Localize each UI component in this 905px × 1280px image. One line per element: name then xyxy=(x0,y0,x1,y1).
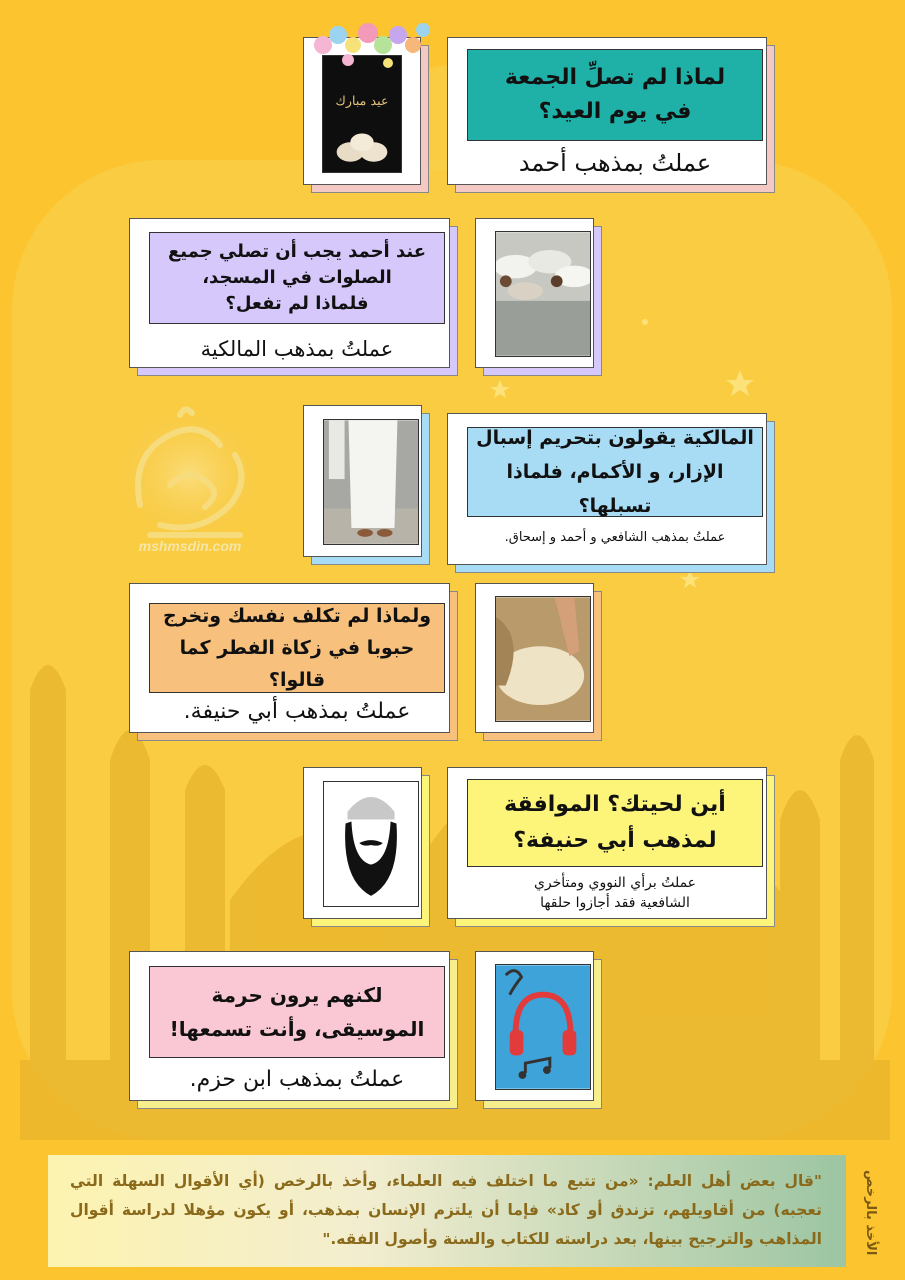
praying-image xyxy=(495,231,591,357)
question-card-5 xyxy=(447,767,767,919)
grain-image xyxy=(495,596,591,722)
question-5: أين لحيتك؟ الموافقة لمذهب أبي حنيفة؟ xyxy=(467,779,763,867)
robe-image-card xyxy=(303,405,422,557)
music-image-card xyxy=(475,951,594,1101)
question-4: ولماذا لم تكلف نفسك وتخرج حبوبا في زكاة الفطر كما قالوا؟ xyxy=(149,603,445,693)
scholar-quote: "قال بعض أهل العلم: «من تتبع ما اختلف فيه العلماء، وأخذ بالرخص (أي الأقوال السهلة التي تعجبه) من أقاويلهم، تزندق أو كاد» فإما أن يلتزم الإنسان بمذهب، أو يكون مؤهلا لدراسة أقوال المذاهب والترجيح بينها، بعد دراسته للكتاب والسنة وأصول الفقه." xyxy=(48,1155,846,1267)
question-6: لكنهم يرون حرمة الموسيقى، وأنت تسمعها! xyxy=(149,966,445,1058)
question-card-6 xyxy=(129,951,450,1101)
side-label: الأخذ بالرخص xyxy=(863,1169,878,1256)
answer-5: عملتُ برأي النووي ومتأخري الشافعية فقد أجازوا حلقها xyxy=(533,875,697,911)
praying-image-card xyxy=(475,218,594,368)
question-1: لماذا لم تصلِّ الجمعة في يوم العيد؟ xyxy=(467,49,763,141)
beard-image-card xyxy=(303,767,422,919)
answer-1: عملتُ بمذهب أحمد xyxy=(518,149,712,177)
logo-url: mshmsdin.com xyxy=(138,538,242,554)
question-card-3 xyxy=(447,413,767,565)
question-3: المالكية يقولون بتحريم إسبال الإزار، و الأكمام، فلماذا تسبلها؟ xyxy=(467,427,763,517)
question-card-4 xyxy=(129,583,450,733)
answer-3: عملتُ بمذهب الشافعي و أحمد و إسحاق. xyxy=(504,530,726,545)
headphones-music-image xyxy=(495,964,591,1090)
question-card-1 xyxy=(447,37,767,185)
answer-6: عملتُ بمذهب ابن حزم. xyxy=(189,1067,405,1092)
question-2: عند أحمد يجب أن تصلي جميع الصلوات في المسجد، فلماذا لم تفعل؟ xyxy=(149,232,445,324)
grain-image-card xyxy=(475,583,594,733)
question-card-2 xyxy=(129,218,450,368)
eid-mubarak-text: عيد مبارك xyxy=(335,93,389,109)
beard-icon xyxy=(323,781,419,907)
robe-image xyxy=(323,419,419,545)
balloons-decoration xyxy=(308,15,433,75)
answer-4: عملتُ بمذهب أبي حنيفة. xyxy=(183,699,411,724)
answer-2: عملتُ بمذهب المالكية xyxy=(200,337,394,361)
